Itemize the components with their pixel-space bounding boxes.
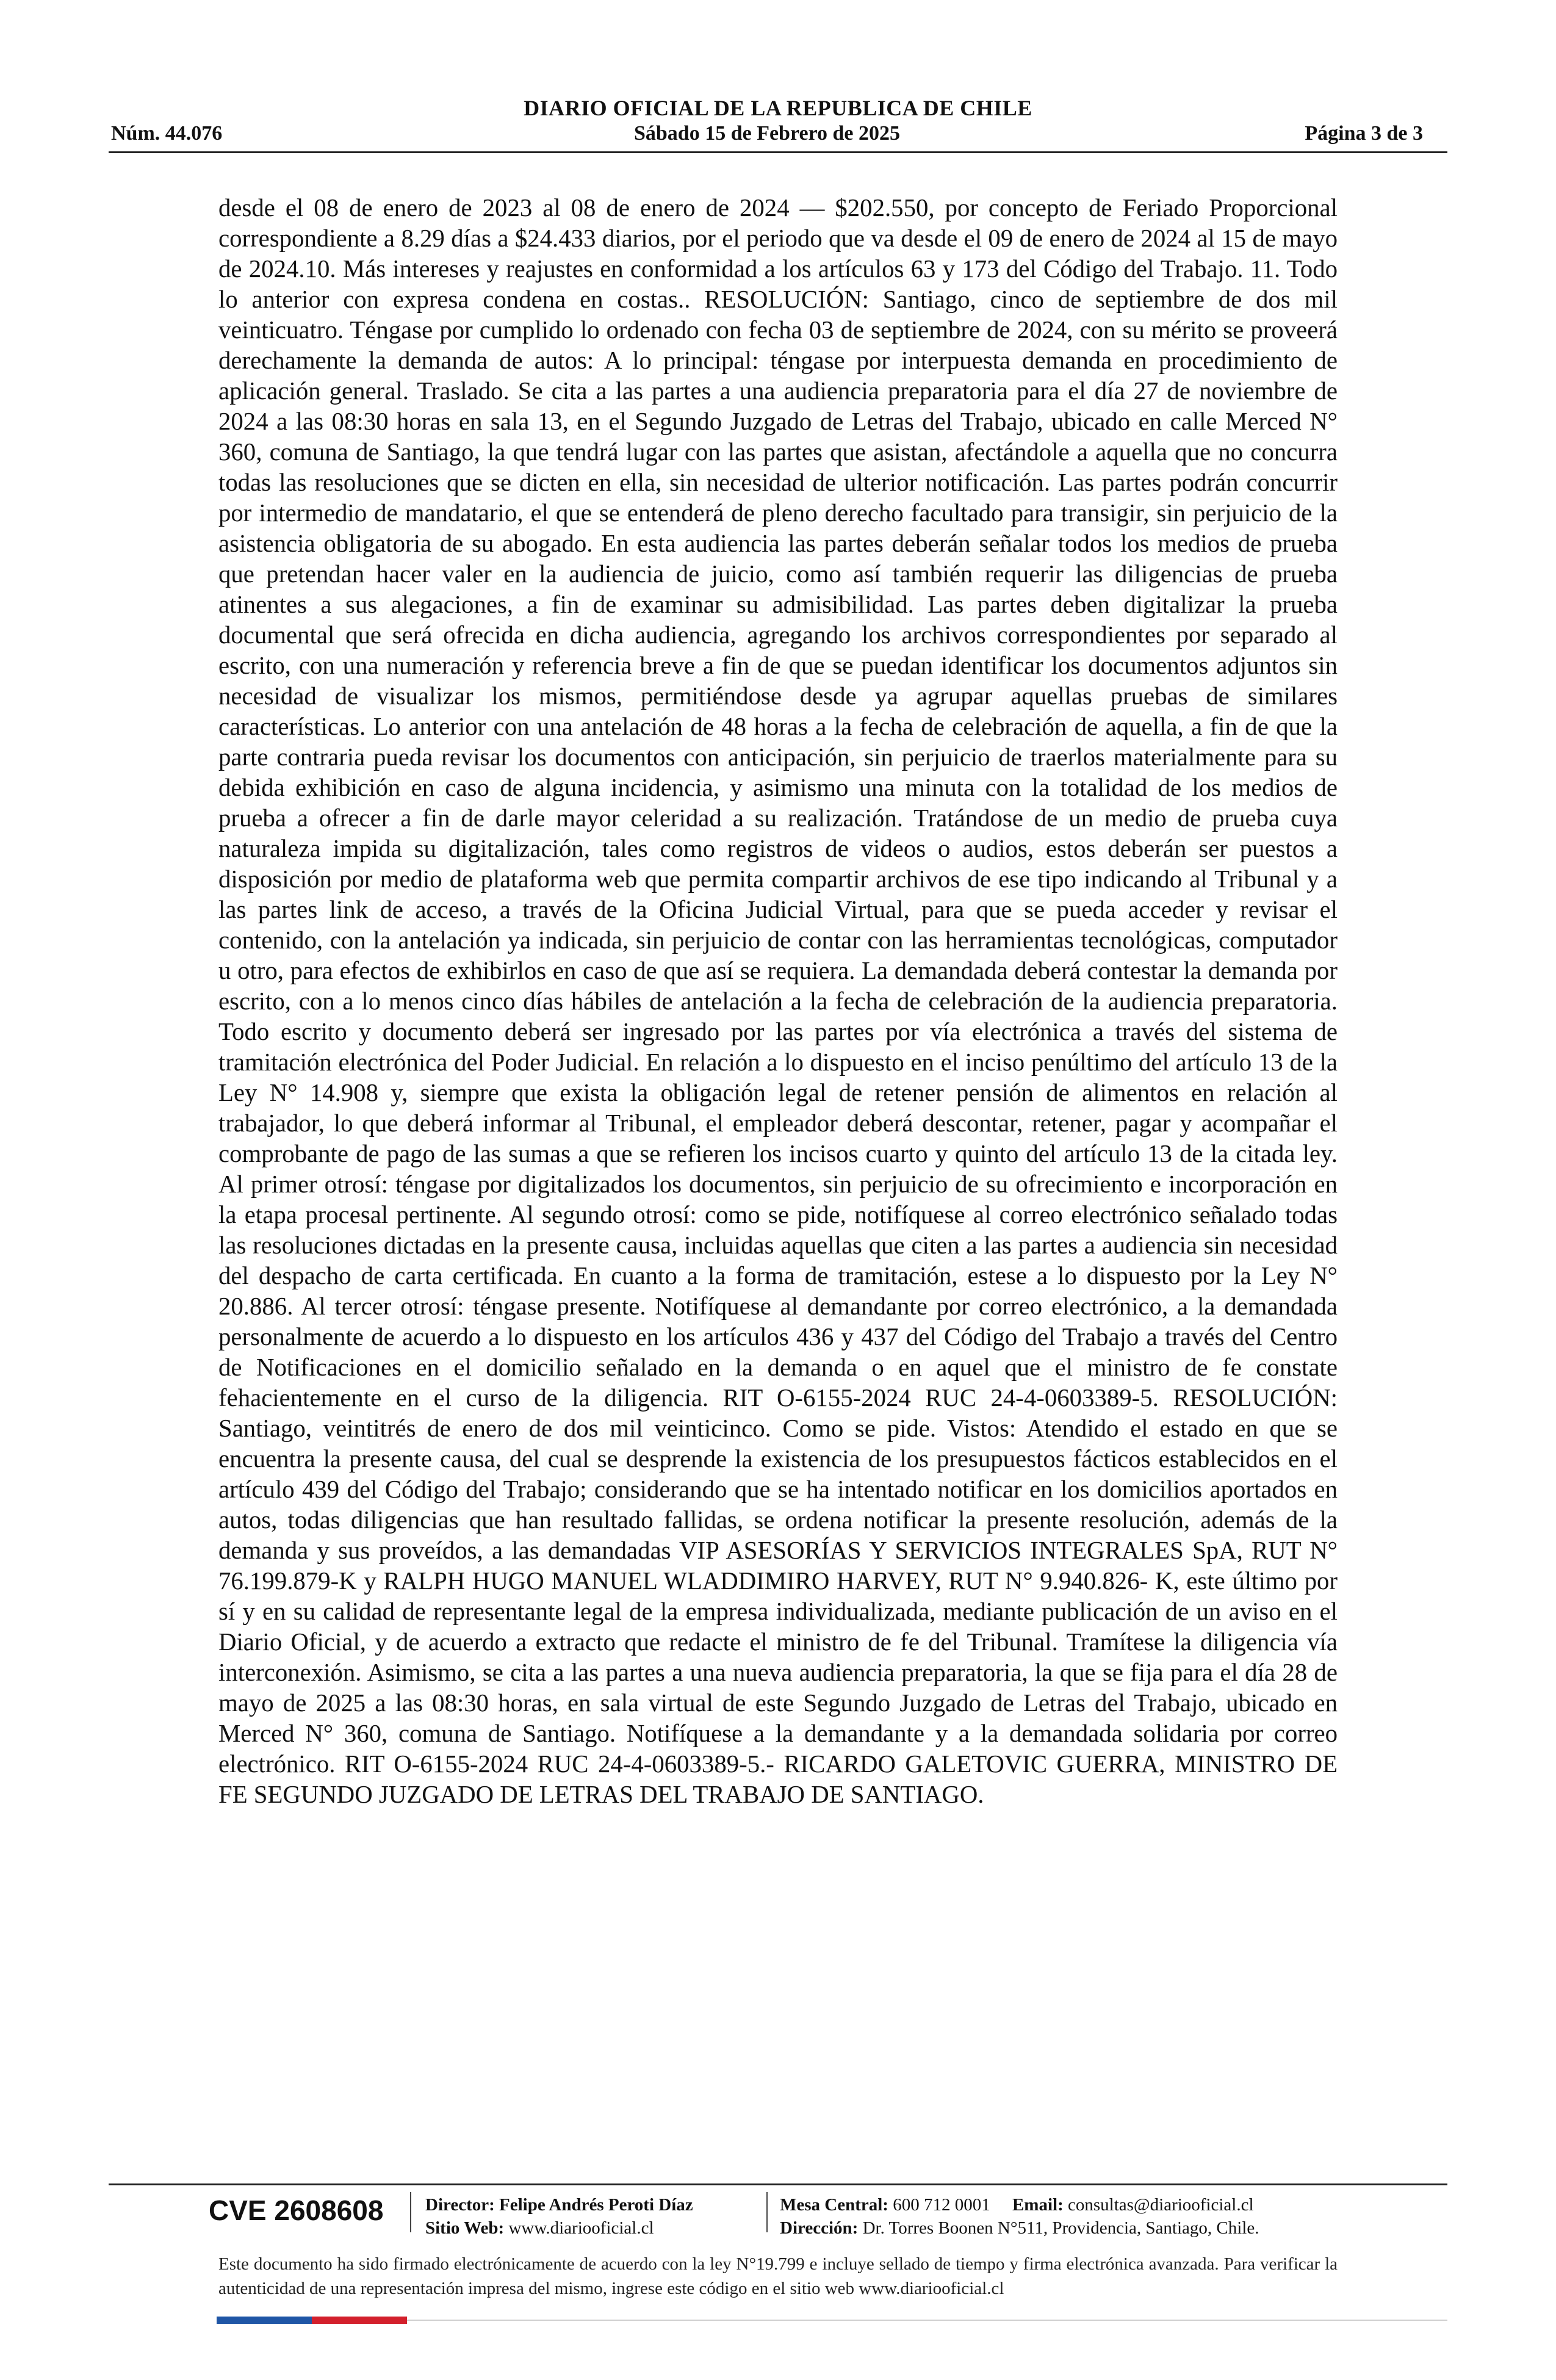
issue-number: Núm. 44.076 — [111, 122, 223, 145]
footer-director-line — [425, 2193, 693, 2216]
email-label: Email: — [1012, 2195, 1064, 2215]
issue-date: Sábado 15 de Febrero de 2025 — [633, 122, 901, 145]
mesa-label: Mesa Central: — [780, 2195, 888, 2215]
footer-bottom-line — [407, 2320, 1447, 2321]
mesa-phone: 600 712 0001 — [893, 2195, 990, 2215]
electronic-signature-notice: Este documento ha sido firmado electrónicamente de acuerdo con la ley N°19.799 e incluye sellado de tiempo y firma electrónica avanzada. Para verificar la autenticidad de una representación impresa del mismo, ingrese este código en el sitio web www.diariooficial.cl — [218, 2254, 1338, 2298]
director-name: Felipe Andrés Peroti Díaz — [499, 2195, 693, 2215]
footer-separator — [410, 2192, 411, 2232]
footer-director-block — [425, 2193, 693, 2240]
footer-address-line — [780, 2216, 1259, 2240]
address-label: Dirección: — [780, 2218, 859, 2238]
footer-site-line — [425, 2216, 693, 2240]
email-link[interactable]: consultas@diariooficial.cl — [1068, 2195, 1254, 2215]
director-label: Director: — [425, 2195, 495, 2215]
notice-body-text: desde el 08 de enero de 2023 al 08 de enero de 2024 — $202.550, por concepto de Feriado Proporcional correspondiente a 8.29 días a $24.433 diarios, por el periodo que va desde el 09 de enero de 2024 al 15 de mayo de 2024.10. Más intereses y reajustes en conformidad a los artículos 63 y 173 del Código del Trabajo. 11. Todo lo anterior con expresa condena en costas.. RESOLUCIÓN: Santiago, cinco de septiembre de dos mil veinticuatro. Téngase por cumplido lo ordenado con fecha 03 de septiembre de 2024, con su mérito se proveerá derechamente la demanda de autos: A lo principal: téngase por interpuesta demanda en procedimiento de aplicación general. Traslado. Se cita a las partes a una audiencia preparatoria para el día 27 de noviembre de 2024 a las 08:30 horas en sala 13, en el Segundo Juzgado de Letras del Trabajo, ubicado en calle Merced N° 360, comuna de Santiago, la que tendrá lugar con las partes que asistan, afectándole a aquella que no concurra todas las resoluciones que se dicten en ella, sin necesidad de ulterior notificación. Las partes podrán concurrir por intermedio de mandatario, el que se entenderá de pleno derecho facultado para transigir, sin perjuicio de la asistencia obligatoria de su abogado. En esta audiencia las partes deberán señalar todos los medios de prueba que pretendan hacer valer en la audiencia de juicio, como así también requerir las diligencias de prueba atinentes a sus alegaciones, a fin de examinar su admisibilidad. Las partes deben digitalizar la prueba documental que será ofrecida en dicha audiencia, agregando los archivos correspondientes por separado al escrito, con una numeración y referencia breve a fin de que se puedan identificar los documentos adjuntos sin necesidad de visualizar los mismos, permitiéndose desde ya agrupar aquellas pruebas de similares características. Lo anterior con una antelación de 48 horas a la fecha de celebración de aquella, a fin de que la parte contraria pueda revisar los documentos con anticipación, sin perjuicio de traerlos materialmente para su debida exhibición en caso de alguna incidencia, y asimismo una minuta con la totalidad de los medios de prueba a ofrecer a fin de darle mayor celeridad a su realización. Tratándose de un medio de prueba cuya naturaleza impida su digitalización, tales como registros de videos o audios, estos deberán ser puestos a disposición por medio de plataforma web que permita compartir archivos de ese tipo indicando al Tribunal y a las partes link de acceso, a través de la Oficina Judicial Virtual, para que se pueda acceder y revisar el contenido, con la antelación ya indicada, sin perjuicio de contar con las herramientas tecnológicas, computador u otro, para efectos de exhibirlos en caso de que así se requiera. La demandada deberá contestar la demanda por escrito, con a lo menos cinco días hábiles de antelación a la fecha de celebración de la audiencia preparatoria. Todo escrito y documento deberá ser ingresado por las partes por vía electrónica a través del sistema de tramitación electrónica del Poder Judicial. En relación a lo dispuesto en el inciso penúltimo del artículo 13 de la Ley N° 14.908 y, siempre que exista la obligación legal de retener pensión de alimentos en relación al trabajador, lo que deberá informar al Tribunal, el empleador deberá descontar, retener, pagar y acompañar el comprobante de pago de las sumas a que se refieren los incisos cuarto y quinto del artículo 13 de la citada ley. Al primer otrosí: téngase por digitalizados los documentos, sin perjuicio de su ofrecimiento e incorporación en la etapa procesal pertinente. Al segundo otrosí: como se pide, notifíquese al correo electrónico señalado todas las resoluciones dictadas en la presente causa, incluidas aquellas que citen a las partes a audiencia sin necesidad del despacho de carta certificada. En cuanto a la forma de tramitación, estese a lo dispuesto por la Ley N° 20.886. Al tercer otrosí: téngase presente. Notifíquese al demandante por correo electrónico, a la demandada personalmente de acuerdo a lo dispuesto en los artículos 436 y 437 del Código del Trabajo a través del Centro de Notificaciones en el domicilio señalado en la demanda o en aquel que el ministro de fe constate fehacientemente en el curso de la diligencia. RIT O-6155-2024 RUC 24-4-0603389-5. RESOLUCIÓN: Santiago, veintitrés de enero de dos mil veinticinco. Como se pide. Vistos: Atendido el estado en que se encuentra la presente causa, del cual se desprende la existencia de los presupuestos fácticos establecidos en el artículo 439 del Código del Trabajo; considerando que se ha intentado notificar en los domicilios aportados en autos, todas diligencias que han resultado fallidas, se ordena notificar la presente resolución, además de la demanda y sus proveídos, a las demandadas VIP ASESORÍAS Y SERVICIOS INTEGRALES SpA, RUT N° 76.199.879-K y RALPH HUGO MANUEL WLADDIMIRO HARVEY, RUT N° 9.940.826- K, este último por sí y en su calidad de representante legal de la empresa individualizada, mediante publicación de un aviso en el Diario Oficial, y de acuerdo a extracto que redacte el ministro de fe del Tribunal. Tramítese la diligencia vía interconexión. Asimismo, se cita a las partes a una nueva audiencia preparatoria, la que se fija para el día 28 de mayo de 2025 a las 08:30 horas, en sala virtual de este Segundo Juzgado de Letras del Trabajo, ubicado en Merced N° 360, comuna de Santiago. Notifíquese a la demandante y a la demandada solidaria por correo electrónico. RIT O-6155-2024 RUC 24-4-0603389-5.- RICARDO GALETOVIC GUERRA, MINISTRO DE FE SEGUNDO JUZGADO DE LETRAS DEL TRABAJO DE SANTIAGO. — [218, 194, 1338, 1808]
publication-title: DIARIO OFICIAL DE LA REPUBLICA DE CHILE — [524, 96, 1032, 120]
header-divider — [109, 151, 1447, 153]
footer-divider — [109, 2183, 1447, 2185]
footer-contact-line — [780, 2193, 1259, 2216]
address-value: Dr. Torres Boonen N°511, Providencia, Santiago, Chile. — [862, 2218, 1259, 2238]
flag-red-segment — [312, 2317, 407, 2324]
cve-code: CVE 2608608 — [209, 2194, 384, 2226]
footer-separator — [766, 2192, 768, 2232]
site-link[interactable]: www.diariooficial.cl — [508, 2218, 654, 2238]
flag-blue-segment — [217, 2317, 312, 2324]
page-indicator: Página 3 de 3 — [1305, 122, 1423, 145]
footer-contact-block — [780, 2193, 1259, 2240]
government-color-bar — [217, 2317, 407, 2324]
header-row — [111, 122, 1423, 149]
site-label: Sitio Web: — [425, 2218, 505, 2238]
